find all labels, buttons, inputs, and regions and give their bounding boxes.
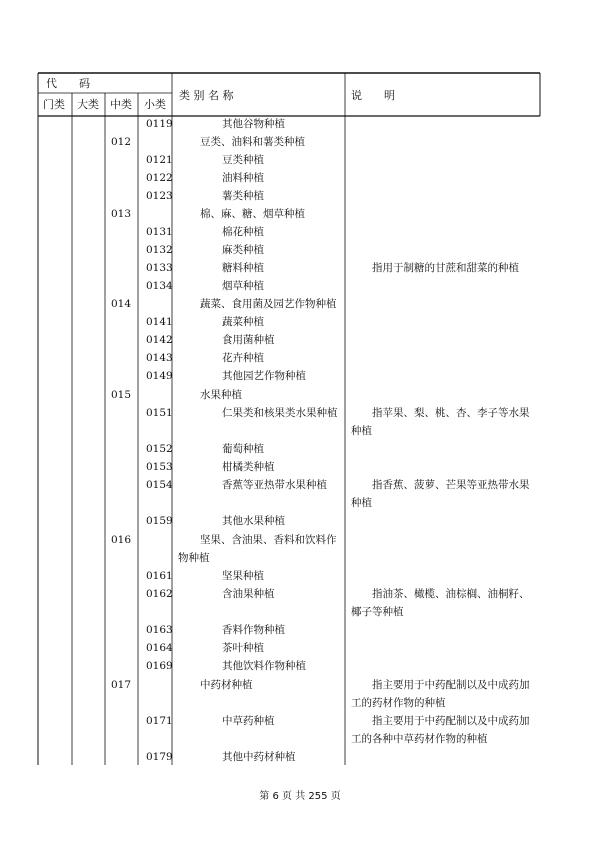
code-zhong: 013 [111, 208, 132, 220]
code-xiao: 0121 [146, 154, 173, 166]
category-name: 柑橘类种植 [222, 461, 275, 473]
header-code: 代 码 [46, 77, 90, 90]
category-name: 薯类种植 [222, 190, 264, 202]
code-xiao: 0154 [146, 479, 173, 491]
page-number: 6 [272, 791, 279, 802]
code-xiao: 0131 [146, 226, 173, 238]
footer-mid: 页 共 [282, 791, 306, 802]
code-xiao: 0143 [146, 352, 173, 364]
category-description: 指主要用于中药配制以及中成药加 [372, 715, 530, 727]
code-xiao: 0151 [146, 407, 173, 419]
category-name: 其他中药材种植 [222, 751, 296, 763]
category-name: 水果种植 [200, 389, 242, 401]
category-description: 指用于制糖的甘蔗和甜菜的种植 [372, 262, 519, 274]
code-xiao: 0123 [146, 190, 173, 202]
header-zhong: 中类 [110, 98, 132, 111]
category-name: 坚果、含油果、香料和饮料作 [200, 534, 337, 546]
header-men: 门类 [43, 98, 65, 111]
category-name: 其他水果种植 [222, 515, 285, 527]
category-name: 豆类、油料和薯类种植 [200, 136, 305, 148]
page-footer [0, 787, 600, 802]
category-name: 香蕉等亚热带水果种植 [222, 479, 327, 491]
category-name: 其他谷物种植 [222, 118, 285, 130]
category-description: 指香蕉、菠萝、芒果等亚热带水果 [372, 479, 530, 491]
code-xiao: 0141 [146, 316, 173, 328]
category-name: 棉花种植 [222, 226, 264, 238]
category-name: 葡萄种植 [222, 443, 264, 455]
code-zhong: 015 [111, 389, 132, 401]
code-xiao: 0179 [146, 751, 173, 763]
category-name: 坚果种植 [222, 570, 264, 582]
category-name: 含油果种植 [222, 588, 275, 600]
code-xiao: 0132 [146, 244, 173, 256]
page-total: 255 [308, 791, 328, 802]
code-xiao: 0134 [146, 280, 173, 292]
code-zhong: 014 [111, 298, 132, 310]
code-zhong: 012 [111, 136, 132, 148]
category-name: 其他饮料作物种植 [222, 660, 306, 672]
category-description: 工的各种中草药材作物的种植 [351, 733, 488, 745]
category-name: 仁果类和核果类水果种植 [222, 407, 338, 419]
footer-suffix: 页 [330, 791, 341, 802]
category-description: 指油茶、橄榄、油棕榈、油桐籽、 [372, 588, 530, 600]
category-name: 中药材种植 [200, 679, 253, 691]
header-name: 类 别 名 称 [179, 89, 234, 102]
category-description: 种植 [351, 497, 372, 509]
category-name: 物种植 [178, 552, 210, 564]
category-name: 棉、麻、糖、烟草种植 [200, 208, 305, 220]
code-xiao: 0153 [146, 461, 173, 473]
category-description: 椰子等种植 [351, 606, 404, 618]
code-xiao: 0122 [146, 172, 173, 184]
code-xiao: 0163 [146, 624, 173, 636]
category-name: 蔬菜、食用菌及园艺作物种植 [200, 298, 337, 310]
code-xiao: 0133 [146, 262, 173, 274]
code-zhong: 016 [111, 534, 132, 546]
code-xiao: 0142 [146, 334, 173, 346]
header-da: 大类 [77, 98, 99, 111]
header-desc: 说 明 [351, 89, 395, 102]
category-name: 其他园艺作物种植 [222, 370, 306, 382]
code-xiao: 0152 [146, 443, 173, 455]
category-name: 烟草种植 [222, 280, 264, 292]
code-xiao: 0169 [146, 660, 173, 672]
category-name: 豆类种植 [222, 154, 264, 166]
code-xiao: 0171 [146, 715, 173, 727]
category-description: 工的药材作物的种植 [351, 697, 446, 709]
category-name: 中草药种植 [222, 715, 275, 727]
code-xiao: 0119 [146, 118, 173, 130]
category-name: 花卉种植 [222, 352, 264, 364]
code-zhong: 017 [111, 679, 132, 691]
header-xiao: 小类 [144, 98, 166, 111]
category-name: 蔬菜种植 [222, 316, 264, 328]
code-xiao: 0164 [146, 642, 173, 654]
category-name: 麻类种植 [222, 244, 264, 256]
category-name: 油料种植 [222, 172, 264, 184]
category-name: 香料作物种植 [222, 624, 285, 636]
category-name: 食用菌种植 [222, 334, 275, 346]
category-description: 种植 [351, 425, 372, 437]
category-description: 指主要用于中药配制以及中成药加 [372, 679, 530, 691]
category-name: 糖料种植 [222, 262, 264, 274]
category-name: 茶叶种植 [222, 642, 264, 654]
code-xiao: 0162 [146, 588, 173, 600]
code-xiao: 0161 [146, 570, 173, 582]
category-description: 指苹果、梨、桃、杏、李子等水果 [372, 407, 530, 419]
code-xiao: 0159 [146, 515, 173, 527]
footer-prefix: 第 [259, 791, 270, 802]
code-xiao: 0149 [146, 370, 173, 382]
